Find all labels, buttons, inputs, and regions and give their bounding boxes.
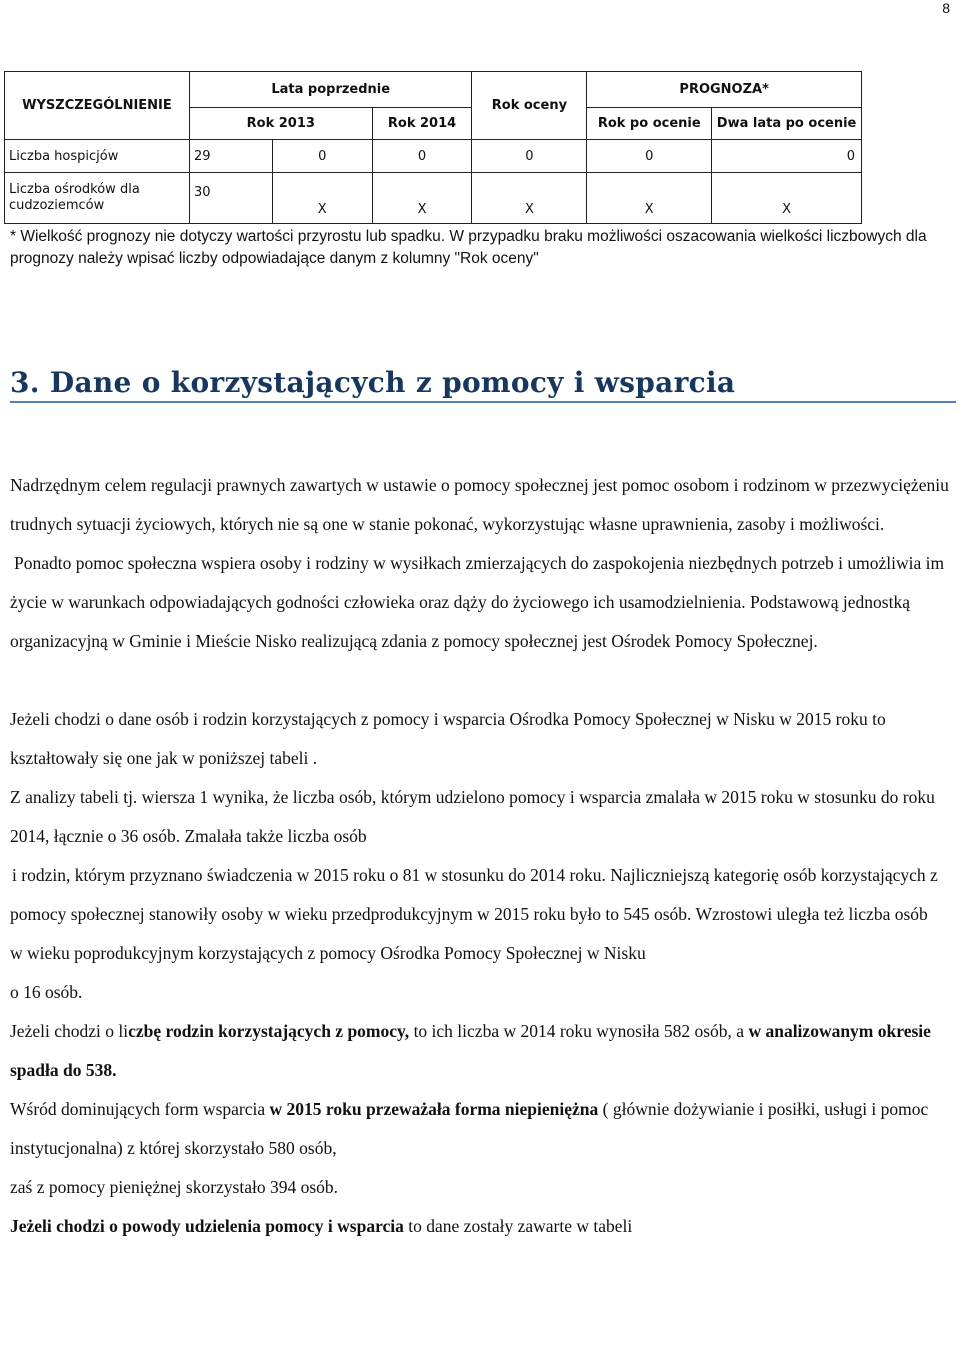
text-run: to dane zostały zawarte w tabeli [403,1216,633,1236]
paragraph: Z analizy tabeli tj. wiersza 1 wynika, że liczba osób, którym udzielono pomocy i wsparcia zmalała w 2015 roku w stosunku do roku 2014, łącznie o 36 osób. Zmalała także liczba osób [10,787,935,846]
header-rok-po-ocenie: Rok po ocenie [587,108,712,140]
forecast-table [4,71,862,224]
header-rok-2014: Rok 2014 [372,108,472,140]
section-heading: 3. Dane o korzystających z pomocy i wsparcia [10,366,956,403]
paragraph [10,1012,950,1090]
paragraph: zaś z pomocy pieniężnej skorzystało 394 osób. [10,1177,339,1197]
paragraph [10,1090,950,1168]
text-run: Jeżeli chodzi o li [10,1021,129,1041]
forecast-footnote: * Wielkość prognozy nie dotyczy wartości przyrostu lub spadku. W przypadku braku możliwości oszacowania wielkości liczbowych dla prognozy należy wpisać liczby odpowiadające danym z kolumny "Rok oceny" [10,228,927,267]
text-run: to ich liczba w 2014 roku wynosiła 582 osób, a [409,1021,749,1041]
table-row [5,173,862,224]
cell-value: X [272,173,372,224]
cell-value: 30 [189,173,272,224]
cell-value: X [712,173,862,224]
page-number: 8 [942,0,950,16]
body-text [10,466,950,1246]
paragraph: o 16 osób. [10,982,83,1002]
bold-text: czbę rodzin korzystających z pomocy, [128,1021,410,1041]
bold-text: Jeżeli chodzi o powody udzielenia pomocy i wsparcia [10,1216,404,1236]
header-lata-poprzednie: Lata poprzednie [189,72,472,108]
cell-value: X [472,173,587,224]
text-run: Wśród dominujących form wsparcia [10,1099,270,1119]
header-rok-oceny: Rok oceny [472,72,587,140]
cell-value: 29 [189,140,272,173]
paragraph: i rodzin, którym przyznano świadczenia w 2015 roku o 81 w stosunku do 2014 roku. Najliczniejszą kategorię osób korzystających z pomocy społecznej stanowiły osoby w wieku przedprodukcyjnym w 2015 roku było to 545 osób. Wzrostowi uległa też liczba osób [10,865,938,924]
paragraph: w wieku poprodukcyjnym korzystających z pomocy Ośrodka Pomocy Społecznej w Nisku [10,943,646,963]
paragraph: Ponadto pomoc społeczna wspiera osoby i rodziny w wysiłkach zmierzających do zaspokojenia niezbędnych potrzeb i umożliwia im życie w warunkach odpowiadających godności człowieka oraz dąży do życiowego ich usamodzielnienia. Podstawową jednostką organizacyjną w Gminie i Mieście Nisko realizującą zdania z pomocy społecznej jest Ośrodek Pomocy Społecznej. [10,553,945,651]
text-run: ( głównie dożywianie i posiłki, usługi i pomoc instytucjonalna) z której skorzystało 580 osób, [10,1099,929,1158]
cell-value: 0 [712,140,862,173]
header-dwa-lata-po-ocenie: Dwa lata po ocenie [712,108,862,140]
paragraph: Jeżeli chodzi o dane osób i rodzin korzystających z pomocy i wsparcia Ośrodka Pomocy Społecznej w Nisku w 2015 roku to kształtowały się one jak w poniższej tabeli . [10,709,886,768]
table-row [5,140,862,173]
row-label: Liczba ośrodków dla cudzoziemców [5,173,190,224]
cell-value: 0 [272,140,372,173]
header-wyszczegolnienie: WYSZCZEGÓLNIENIE [5,72,190,140]
cell-value: 0 [472,140,587,173]
paragraph: Nadrzędnym celem regulacji prawnych zawartych w ustawie o pomocy społecznej jest pomoc osobom i rodzinom w przezwyciężeniu trudnych sytuacji życiowych, których nie są one w stanie pokonać, wykorzystując własne uprawnienia, zasoby i możliwości. [10,475,949,534]
bold-text: w 2015 roku przeważała forma niepieniężna [269,1099,599,1119]
paragraph [10,1207,950,1246]
header-rok-2013: Rok 2013 [189,108,372,140]
cell-value: X [587,173,712,224]
row-label: Liczba hospicjów [5,140,190,173]
cell-value: 0 [372,140,472,173]
bold-text: w analizowanym okresie spadła do 538. [10,1021,931,1080]
cell-value: X [372,173,472,224]
header-prognoza: PROGNOZA* [587,72,862,108]
cell-value: 0 [587,140,712,173]
